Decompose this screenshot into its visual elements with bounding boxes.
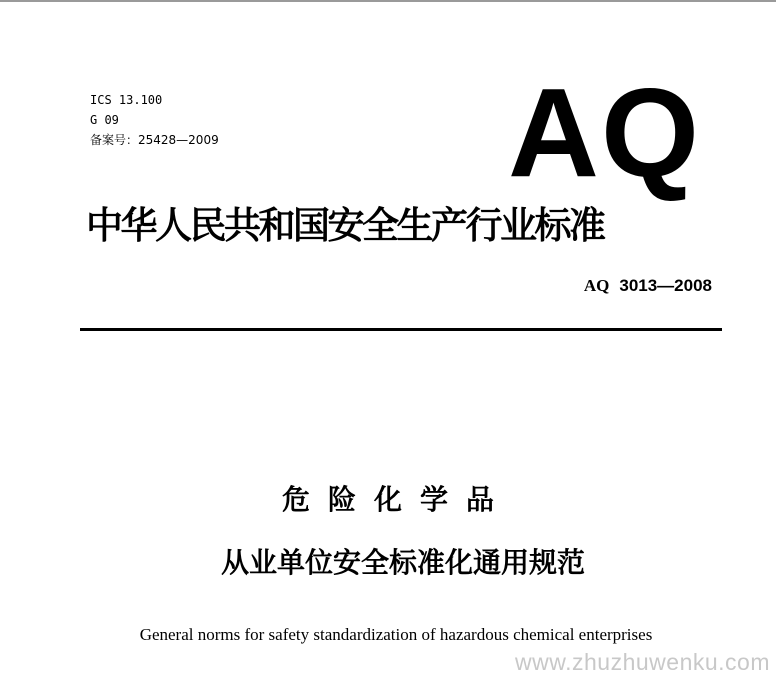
document-title-line2: 从业单位安全标准化通用规范 (220, 546, 585, 579)
record-number: 备案号：25428—2009 (90, 133, 219, 147)
page-top-border (0, 0, 776, 2)
organization-title: 中华人民共和国安全生产行业标准 (86, 204, 604, 247)
classification-code: G 09 (90, 113, 119, 127)
standard-number (584, 276, 712, 296)
site-watermark: www.zhuzhuwenku.com (515, 649, 770, 675)
header-divider (80, 328, 722, 331)
standard-code: AQ (583, 276, 610, 295)
aq-logo: AQ (508, 62, 701, 203)
standard-year-number: 3013—2008 (619, 276, 712, 295)
document-title-line1: 危险化学品 (281, 483, 512, 516)
ics-code: ICS 13.100 (90, 93, 163, 107)
document-title-english: General norms for safety standardization of hazardous chemical enterprises (139, 625, 653, 644)
